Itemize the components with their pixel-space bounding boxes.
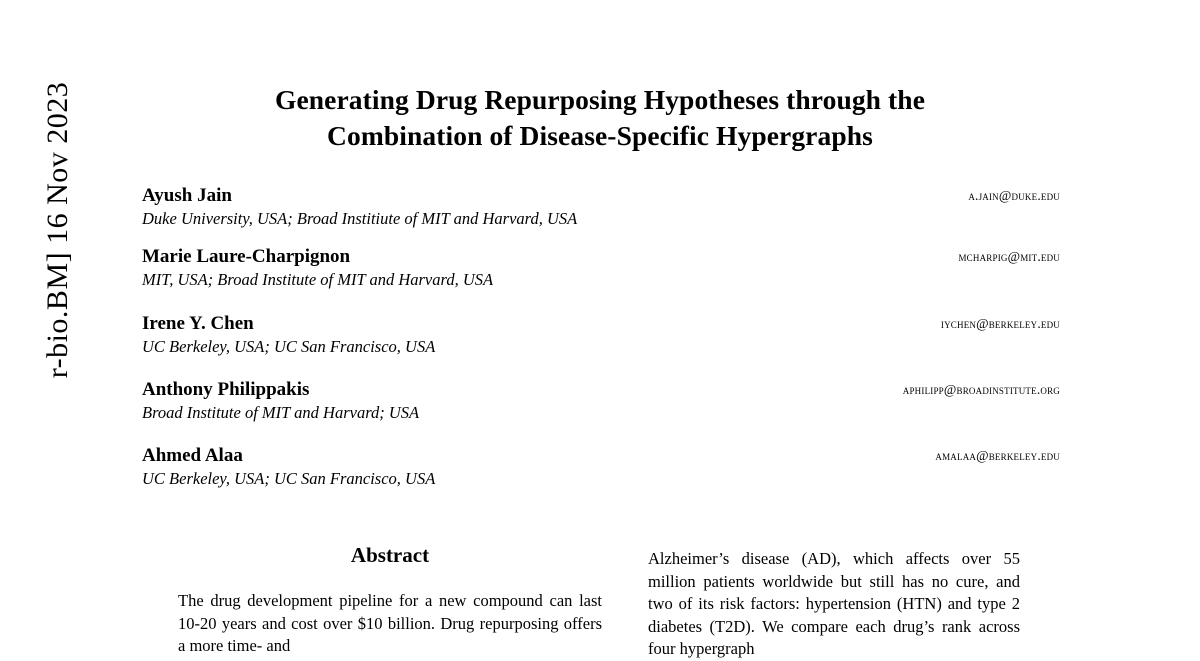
title-line-2: Combination of Disease-Specific Hypergraphs — [327, 120, 873, 151]
author-affiliation: UC Berkeley, USA; UC San Francisco, USA — [142, 469, 436, 488]
author-entry — [142, 444, 1060, 489]
author-affiliation: UC Berkeley, USA; UC San Francisco, USA — [142, 337, 436, 356]
author-email[interactable]: a.jain@duke.edu — [968, 188, 1060, 203]
author-name: Irene Y. Chen — [142, 313, 254, 334]
abstract-column-left: The drug development pipeline for a new compound can last 10-20 years and cost over $10 billion. Drug repurposing offers a more time- and — [178, 591, 602, 655]
author-affiliation: Broad Institute of MIT and Harvard; USA — [142, 403, 420, 422]
title-line-1: Generating Drug Repurposing Hypotheses through the — [274, 84, 926, 115]
author-name: Ahmed Alaa — [142, 445, 243, 466]
author-entry — [142, 184, 1060, 229]
arxiv-identifier-stamp: r-bio.BM] 16 Nov 2023 — [41, 81, 74, 379]
author-entry — [142, 245, 1060, 290]
author-affiliation: Duke University, USA; Broad Institiute of MIT and Harvard, USA — [142, 209, 578, 228]
author-email[interactable]: aphilipp@broadinstitute.org — [902, 382, 1060, 397]
author-entry — [142, 312, 1060, 357]
abstract-heading: Abstract — [350, 543, 430, 567]
author-entry — [142, 378, 1060, 423]
author-name: Anthony Philippakis — [142, 379, 310, 400]
author-list — [142, 184, 1060, 489]
abstract-column-right: Alzheimer’s disease (AD), which affects over 55 million patients worldwide but still has no cure, and two of its risk factors: hypertension (HTN) and type 2 diabetes (T2D). We compare each drug’s rank across four hypergraph — [648, 549, 1020, 658]
author-email[interactable]: iychen@berkeley.edu — [940, 316, 1060, 331]
author-affiliation: MIT, USA; Broad Institute of MIT and Harvard, USA — [142, 270, 494, 289]
author-email[interactable]: mcharpig@mit.edu — [958, 249, 1060, 264]
page-title — [140, 82, 1060, 154]
author-email[interactable]: amalaa@berkeley.edu — [935, 448, 1060, 463]
author-name: Ayush Jain — [142, 185, 232, 206]
author-name: Marie Laure-Charpignon — [142, 246, 351, 267]
